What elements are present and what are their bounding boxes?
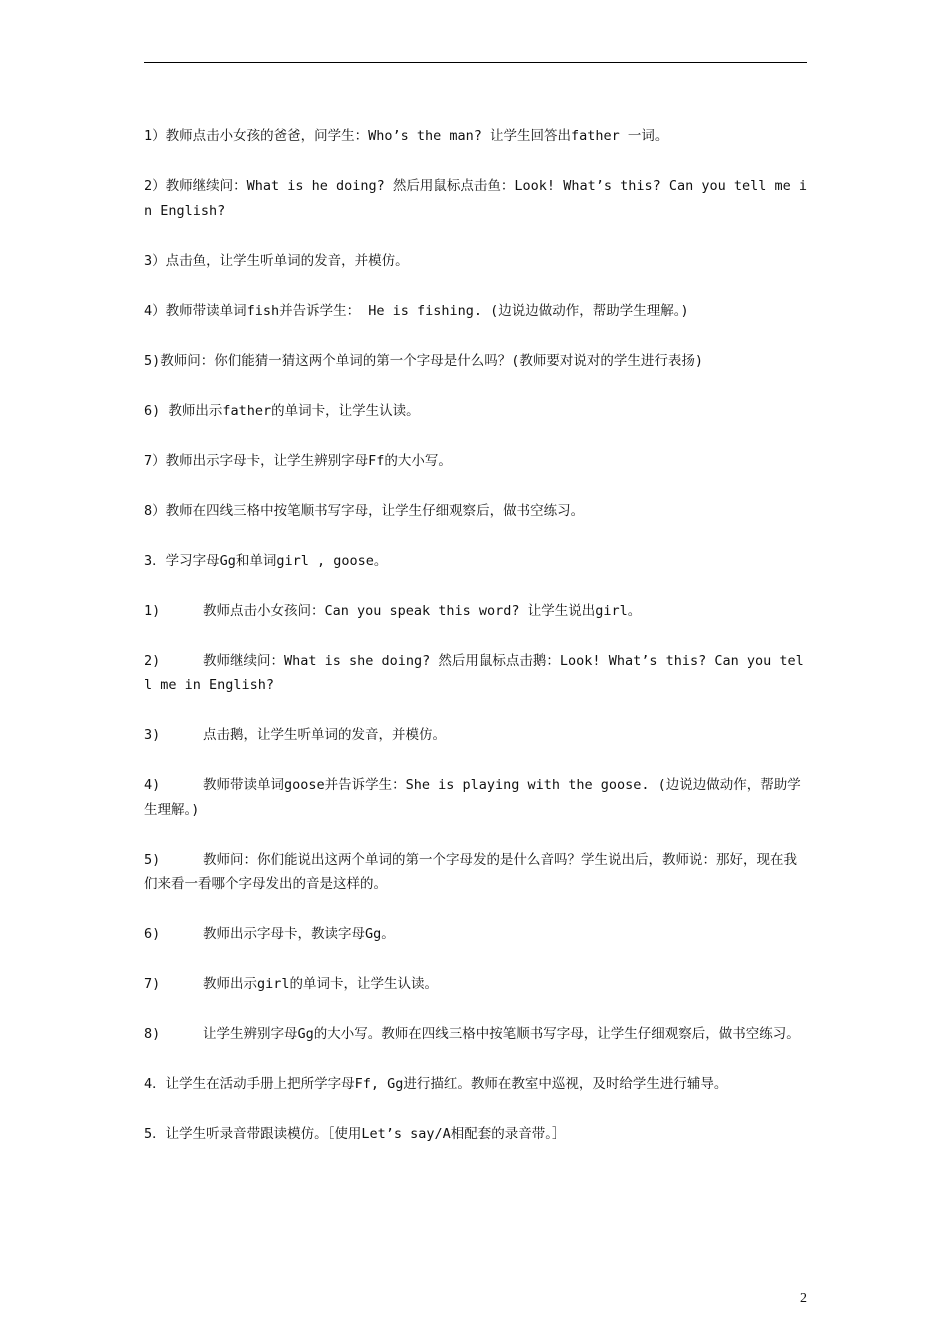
page-number: 2 bbox=[800, 1291, 807, 1306]
numbered-item-1 bbox=[144, 599, 808, 624]
numbered-item-6 bbox=[144, 922, 808, 947]
item-number: 6) bbox=[144, 926, 161, 942]
paragraph-text: 3．学习字母Gg和单词girl , goose。 bbox=[144, 552, 388, 569]
section-heading-3 bbox=[144, 549, 808, 574]
paragraph-1 bbox=[144, 124, 808, 149]
paragraph-text: 5．让学生听录音带跟读模仿。［使用Let’s say/A相配套的录音带。］ bbox=[144, 1126, 566, 1142]
paragraph-8 bbox=[144, 499, 808, 524]
numbered-item-7 bbox=[144, 972, 808, 997]
paragraph-text: 教师继续问：What is she doing? 然后用鼠标点击鹅：Look! What’s this? Can you tell me in English? bbox=[144, 652, 804, 693]
paragraph-text: 8）教师在四线三格中按笔顺书写字母，让学生仔细观察后，做书空练习。 bbox=[144, 502, 585, 519]
numbered-item-8 bbox=[144, 1022, 808, 1047]
paragraph-text: 4）教师带读单词fish并告诉学生： He is fishing. (边说边做动作，帮助学生理解。) bbox=[144, 302, 689, 319]
header-rule bbox=[144, 62, 807, 63]
paragraph-text: 6) 教师出示father的单词卡，让学生认读。 bbox=[144, 402, 420, 419]
item-number: 5) bbox=[144, 851, 161, 868]
item-number: 1) bbox=[144, 602, 161, 619]
numbered-item-2 bbox=[144, 649, 808, 698]
item-number: 2) bbox=[144, 652, 161, 669]
paragraph-text: 2）教师继续问：What is he doing? 然后用鼠标点击鱼：Look! What’s this? Can you tell me in English? bbox=[144, 178, 808, 219]
section-item-5 bbox=[144, 1122, 808, 1147]
paragraph-text: 1）教师点击小女孩的爸爸，问学生：Who’s the man? 让学生回答出father 一词。 bbox=[144, 128, 669, 144]
paragraph-text: 教师点击小女孩问：Can you speak this word? 让学生说出girl。 bbox=[203, 602, 642, 619]
paragraph-5 bbox=[144, 349, 808, 374]
paragraph-text: 教师出示字母卡，教读字母Gg。 bbox=[203, 926, 395, 942]
paragraph-text: 让学生辨别字母Gg的大小写。教师在四线三格中按笔顺书写字母，让学生仔细观察后，做书空练习。 bbox=[203, 1026, 800, 1042]
paragraph-4 bbox=[144, 299, 808, 324]
numbered-item-5 bbox=[144, 848, 808, 897]
paragraph-text: 点击鹅，让学生听单词的发音，并模仿。 bbox=[203, 727, 446, 743]
paragraph-text: 4．让学生在活动手册上把所学字母Ff, Gg进行描红。教师在教室中巡视，及时给学生进行辅导。 bbox=[144, 1076, 728, 1092]
paragraph-text: 5)教师问：你们能猜一猜这两个单词的第一个字母是什么吗？(教师要对说对的学生进行表扬) bbox=[144, 352, 704, 369]
paragraph-6 bbox=[144, 399, 808, 424]
numbered-item-3 bbox=[144, 723, 808, 748]
paragraph-text: 教师带读单词goose并告诉学生：She is playing with the goose. (边说边做动作，帮助学生理解。) bbox=[144, 777, 801, 818]
paragraph-2 bbox=[144, 174, 808, 223]
paragraph-text: 7）教师出示字母卡，让学生辨别字母Ff的大小写。 bbox=[144, 452, 452, 469]
paragraph-text: 教师出示girl的单词卡，让学生认读。 bbox=[203, 976, 439, 992]
item-number: 8) bbox=[144, 1026, 161, 1042]
item-number: 3) bbox=[144, 727, 161, 743]
paragraph-7 bbox=[144, 449, 808, 474]
paragraph-text: 3）点击鱼，让学生听单词的发音，并模仿。 bbox=[144, 252, 409, 269]
section-item-4 bbox=[144, 1072, 808, 1097]
document-body bbox=[144, 124, 808, 1172]
paragraph-text: 教师问：你们能说出这两个单词的第一个字母发的是什么音吗？学生说出后，教师说：那好，现在我们来看一看哪个字母发出的音是这样的。 bbox=[144, 851, 797, 892]
item-number: 4) bbox=[144, 777, 161, 793]
numbered-item-4 bbox=[144, 773, 808, 822]
paragraph-3 bbox=[144, 249, 808, 274]
item-number: 7) bbox=[144, 976, 161, 992]
